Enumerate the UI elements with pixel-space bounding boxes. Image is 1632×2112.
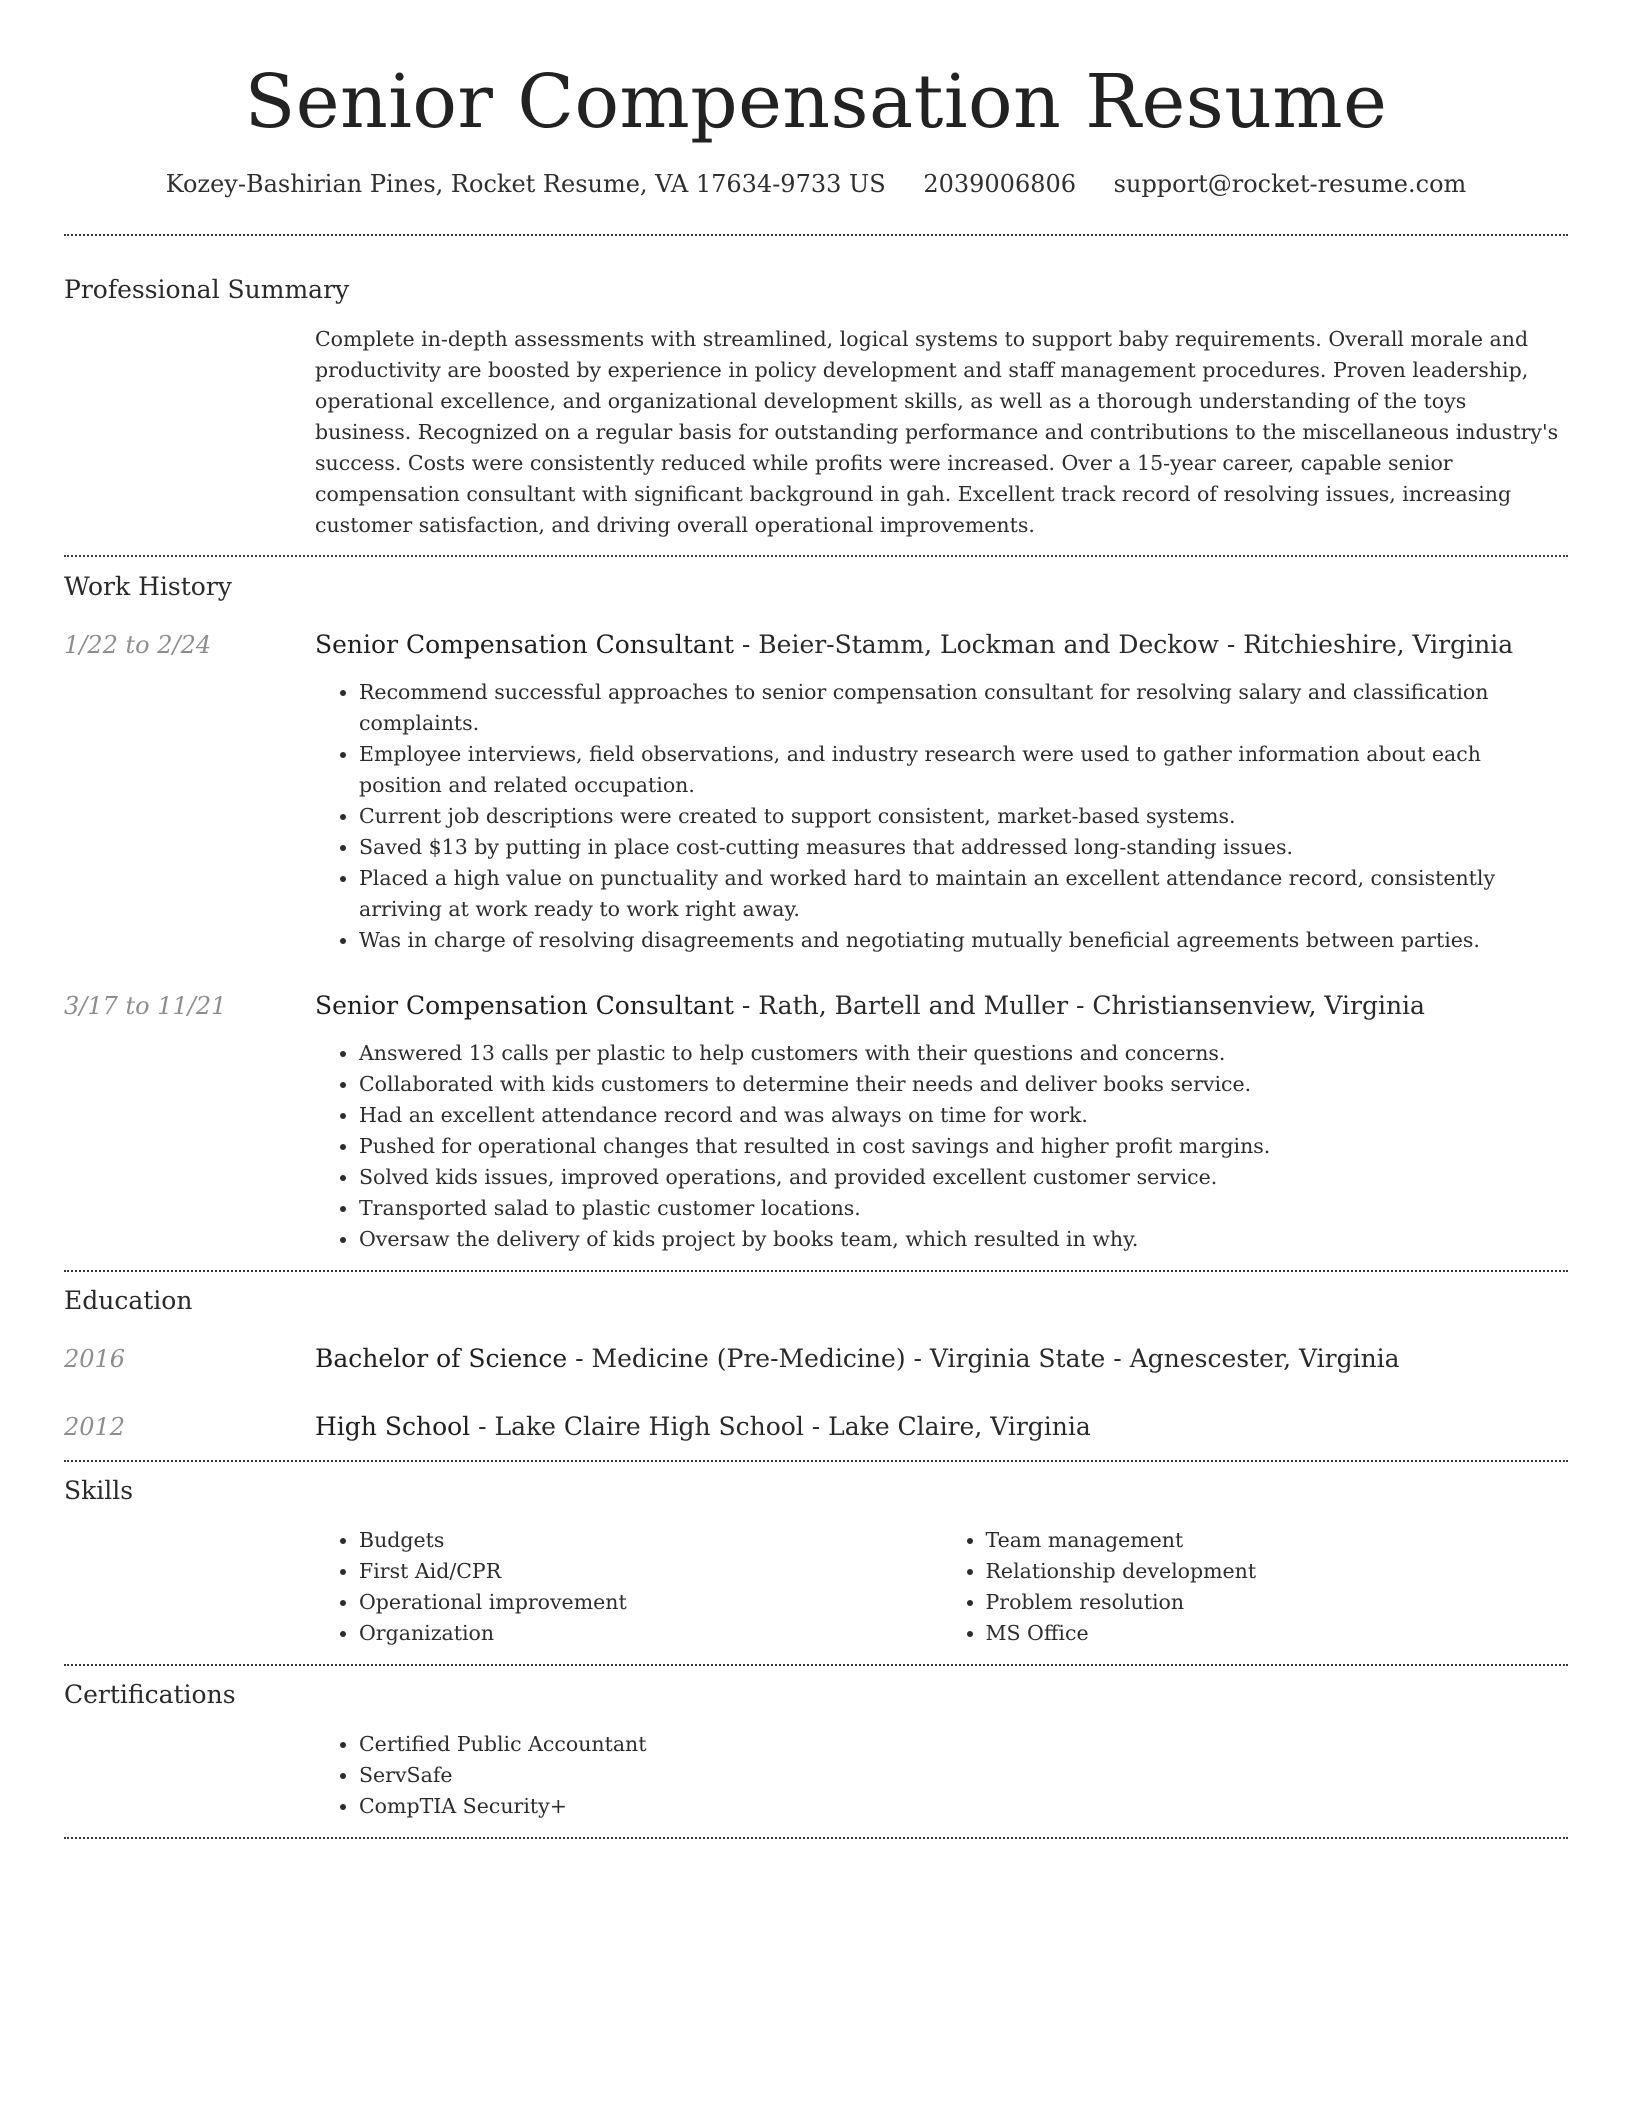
education-entry <box>64 1410 1568 1444</box>
list-item: • Placed a high value on punctuality and worked hard to maintain an excellent attendance record, consistently arriving at work ready to work right away. <box>359 863 1568 925</box>
skills-list-right <box>942 1525 1569 1649</box>
list-item: • Was in charge of resolving disagreements and negotiating mutually beneficial agreements between parties. <box>359 925 1568 956</box>
skills-list-left <box>315 1525 942 1649</box>
education-entry <box>64 1342 1568 1376</box>
list-item: • Collaborated with kids customers to determine their needs and deliver books service. <box>359 1069 1568 1100</box>
job-role: Senior Compensation Consultant <box>315 991 734 1020</box>
education-details: - Medicine (Pre-Medicine) - Virginia State - Agnescester, Virginia <box>567 1344 1400 1373</box>
list-item: • Oversaw the delivery of kids project by books team, which resulted in why. <box>359 1224 1568 1255</box>
list-item: • Had an excellent attendance record and was always on time for work. <box>359 1100 1568 1131</box>
list-item: • Employee interviews, field observations, and industry research were used to gather information about each position and related occupation. <box>359 739 1568 801</box>
skill-item: • Budgets <box>359 1525 942 1556</box>
list-item: • Answered 13 calls per plastic to help customers with their questions and concerns. <box>359 1038 1568 1069</box>
list-item: • Saved $13 by putting in place cost-cutting measures that addressed long-standing issues. <box>359 832 1568 863</box>
resume-page <box>64 0 1568 1839</box>
list-item: • Transported salad to plastic customer locations. <box>359 1193 1568 1224</box>
job-entry <box>64 628 1568 956</box>
job-bullets <box>315 677 1568 956</box>
job-heading <box>315 989 1568 1023</box>
job-dates: 1/22 to 2/24 <box>64 631 212 659</box>
skill-item: • Relationship development <box>986 1556 1569 1587</box>
resume-title: Senior Compensation Resume <box>244 59 1388 145</box>
certifications-section <box>64 1666 1568 1822</box>
skill-item: • Team management <box>986 1525 1569 1556</box>
list-item: • Pushed for operational changes that resulted in cost savings and higher profit margins. <box>359 1131 1568 1162</box>
job-entry <box>64 989 1568 1255</box>
certification-item: • ServSafe <box>359 1760 1568 1791</box>
section-title-summary: Professional Summary <box>64 275 350 304</box>
job-employer-location: - Beier-Stamm, Lockman and Deckow - Ritchieshire, Virginia <box>733 630 1514 659</box>
contact-address: Kozey-Bashirian Pines, Rocket Resume, VA 17634-9733 US <box>165 170 886 198</box>
section-title-work-history: Work History <box>64 572 232 601</box>
work-history-section <box>64 557 1568 1255</box>
list-item: • Recommend successful approaches to senior compensation consultant for resolving salary and classification complaints. <box>359 677 1568 739</box>
summary-section <box>64 236 1568 541</box>
job-role: Senior Compensation Consultant <box>315 630 734 659</box>
skill-item: • MS Office <box>986 1618 1569 1649</box>
divider <box>64 1837 1568 1839</box>
education-year: 2012 <box>64 1413 126 1441</box>
skill-item: • Problem resolution <box>986 1587 1569 1618</box>
education-degree: High School <box>315 1412 471 1441</box>
skill-item: • Operational improvement <box>359 1587 942 1618</box>
contact-email: support@rocket-resume.com <box>1113 170 1467 198</box>
list-item: • Solved kids issues, improved operations, and provided excellent customer service. <box>359 1162 1568 1193</box>
contact-phone: 2039006806 <box>923 170 1077 198</box>
education-details: - Lake Claire High School - Lake Claire, Virginia <box>470 1412 1091 1441</box>
contact-line <box>64 168 1568 200</box>
section-title-certifications: Certifications <box>64 1680 236 1709</box>
section-title-education: Education <box>64 1286 193 1315</box>
certification-item: • CompTIA Security+ <box>359 1791 1568 1822</box>
education-degree: Bachelor of Science <box>315 1344 568 1373</box>
education-section <box>64 1272 1568 1444</box>
skill-item: • First Aid/CPR <box>359 1556 942 1587</box>
section-title-skills: Skills <box>64 1476 134 1505</box>
education-heading <box>315 1342 1568 1376</box>
certification-item: • Certified Public Accountant <box>359 1729 1568 1760</box>
certifications-list <box>315 1729 1568 1822</box>
list-item: • Current job descriptions were created to support consistent, market-based systems. <box>359 801 1568 832</box>
skill-item: • Organization <box>359 1618 942 1649</box>
job-bullets <box>315 1038 1568 1255</box>
education-heading <box>315 1410 1568 1444</box>
summary-text: Complete in-depth assessments with streamlined, logical systems to support baby requirements. Overall morale and productivity are boosted by experience in policy development and staff management procedures. Proven leadership, operational excellence, and organizational development skills, as well as a thorough understanding of the toys business. Recognized on a regular basis for outstanding performance and contributions to the miscellaneous industry's success. Costs were consistently reduced while profits were increased. Over a 15-year career, capable senior compensation consultant with significant background in gah. Excellent track record of resolving issues, increasing customer satisfaction, and driving overall operational improvements. <box>315 327 1559 537</box>
job-dates: 3/17 to 11/21 <box>64 992 227 1020</box>
skills-section <box>64 1462 1568 1649</box>
job-heading <box>315 628 1568 662</box>
job-employer-location: - Rath, Bartell and Muller - Christiansenview, Virginia <box>733 991 1425 1020</box>
education-year: 2016 <box>64 1345 126 1373</box>
